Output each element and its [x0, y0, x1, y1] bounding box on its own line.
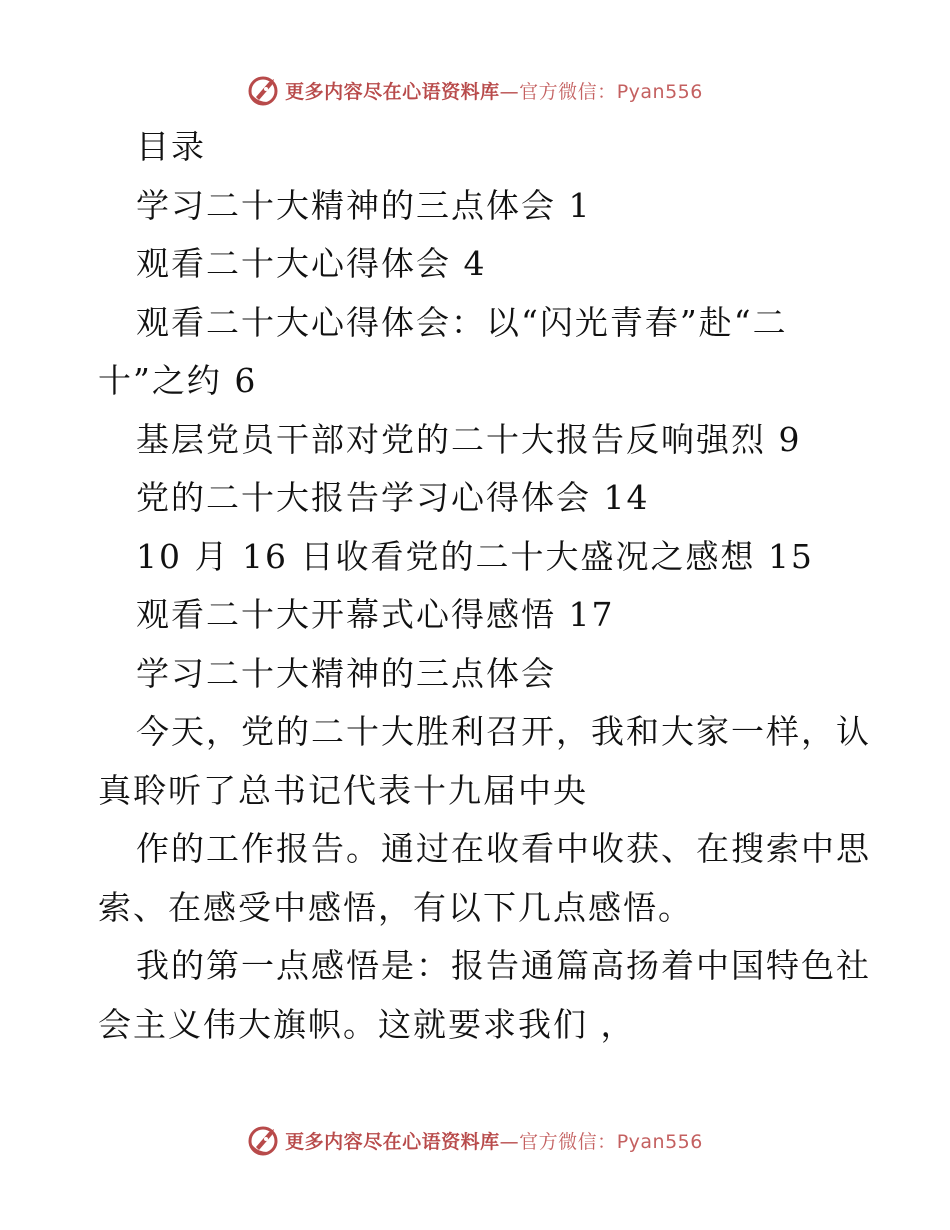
banner-library-name: 更多内容尽在心语资料库 [285, 80, 500, 103]
toc-entry: 党的二十大报告学习心得体会 14 [136, 478, 650, 517]
toc-heading: 目录 [136, 127, 206, 166]
paragraph-line: 会主义伟大旗帜。这就要求我们 ， [98, 1004, 636, 1044]
banner-wechat-label: 官方微信： [519, 1130, 617, 1153]
toc-entry: 观看二十大开幕式心得感悟 17 [136, 595, 615, 634]
banner-wechat-handle: Pyan556 [616, 1130, 703, 1153]
toc-entry-continuation: 十”之约 6 [98, 361, 258, 400]
document-body [98, 118, 871, 1054]
footer-banner [0, 1120, 950, 1160]
paragraph-line: 我的第一点感悟是：报告通篇高扬着中国特色社 [136, 946, 871, 985]
toc-entry: 观看二十大心得体会 4 [136, 244, 487, 283]
pen-nib-logo-icon [247, 73, 281, 107]
banner-wechat-label: 官方微信： [519, 80, 617, 103]
banner-wechat-handle: Pyan556 [616, 80, 703, 103]
section-title: 学习二十大精神的三点体会 [136, 653, 556, 693]
toc-entry: 观看二十大心得体会：以“闪光青春”赴“二 [136, 302, 788, 342]
paragraph-line: 真聆听了总书记代表十九届中央 [98, 770, 588, 810]
paragraph-line: 索、在感受中感悟，有以下几点感悟。 [98, 887, 693, 927]
banner-separator: — [499, 80, 520, 103]
banner-text [285, 1127, 703, 1154]
header-banner [0, 70, 950, 110]
banner-separator: — [499, 1130, 520, 1153]
toc-entry: 基层党员干部对党的二十大报告反响强烈 9 [136, 419, 802, 459]
banner-library-name: 更多内容尽在心语资料库 [285, 1130, 500, 1153]
paragraph-line: 今天，党的二十大胜利召开，我和大家一样，认 [136, 712, 871, 751]
banner-text [285, 77, 703, 104]
toc-entry: 10 月 16 日收看党的二十大盛况之感想 15 [136, 536, 814, 576]
paragraph-line: 作的工作报告。通过在收看中收获、在搜索中思 [136, 829, 871, 868]
pen-nib-logo-icon [247, 1123, 281, 1157]
toc-entry: 学习二十大精神的三点体会 1 [136, 185, 592, 225]
